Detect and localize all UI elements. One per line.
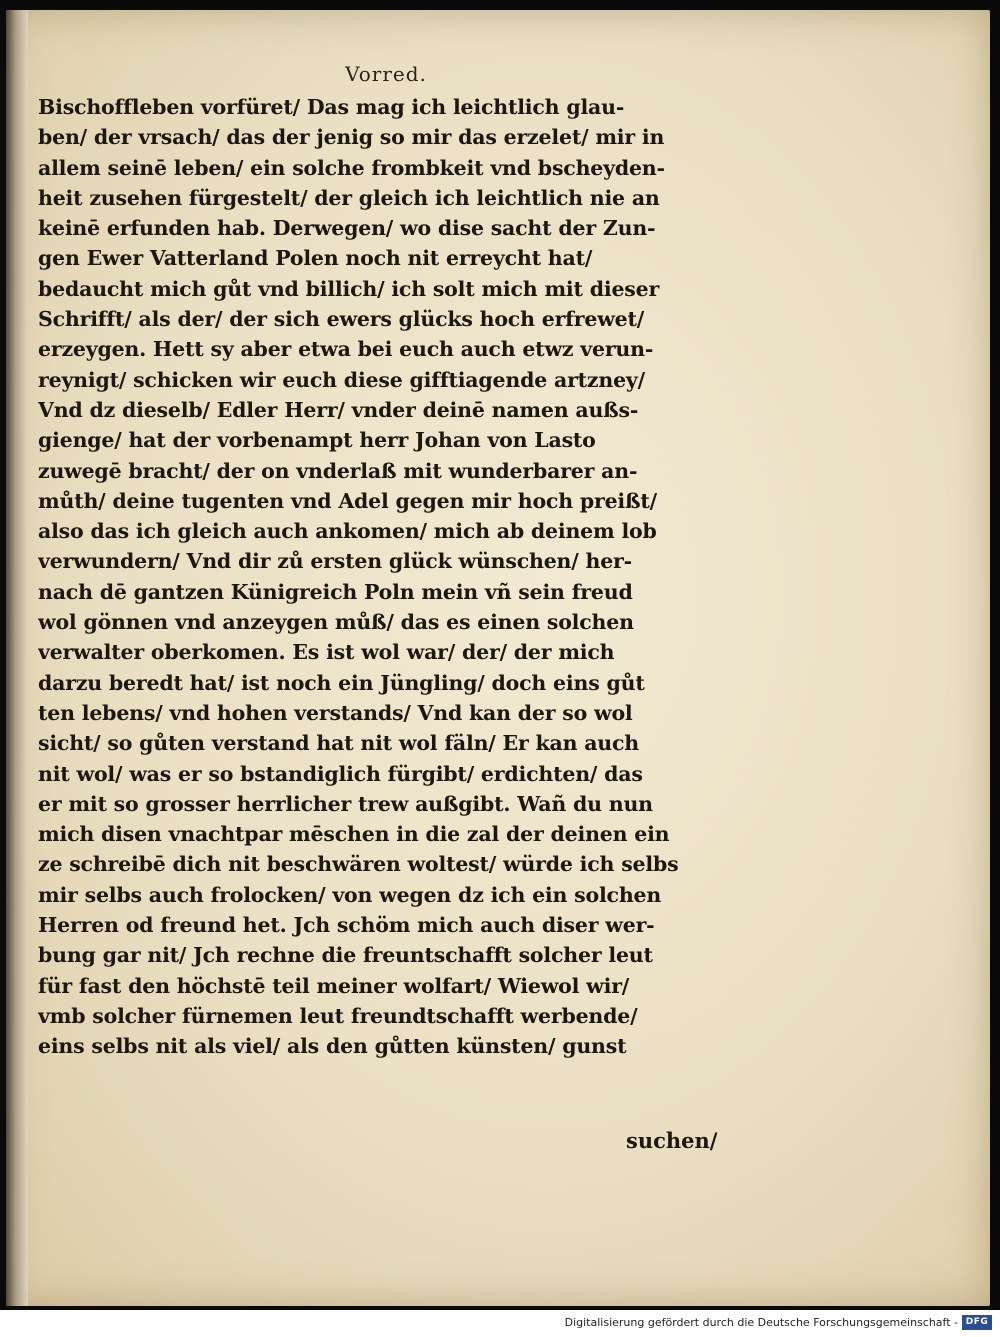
- text-line: für fast den höchstē teil meiner wolfart/ Wiewol wir/: [38, 973, 630, 998]
- text-line: Herren od freund het. Jch schöm mich auch diser wer-: [38, 913, 655, 938]
- text-line: bedaucht mich gůt vnd billich/ ich solt mich mit dieser: [38, 276, 660, 301]
- dfg-logo-icon: DFG: [962, 1315, 992, 1330]
- text-line: wol gönnen vnd anzeygen můß/ das es einen solchen: [38, 610, 634, 635]
- text-line: Schrifft/ als der/ der sich ewers glücks hoch erfrewet/: [38, 307, 645, 332]
- text-line: reynigt/ schicken wir euch diese gifftiagende artzney/: [38, 367, 645, 392]
- funding-credit: Digitalisierung gefördert durch die Deutsche Forschungsgemeinschaft -: [564, 1316, 958, 1329]
- text-line: gienge/ hat der vorbenampt herr Johan von Lasto: [38, 428, 596, 453]
- text-line: darzu beredt hat/ ist noch ein Jüngling/ doch eins gůt: [38, 670, 645, 695]
- text-line: er mit so grosser herrlicher trew außgibt. Wañ du nun: [38, 791, 653, 816]
- text-line: Bischoffleben vorfüret/ Das mag ich leichtlich glau-: [38, 95, 625, 119]
- text-line: allem seinē leben/ ein solche frombkeit vnd bscheyden-: [38, 155, 665, 180]
- text-line: verwundern/ Vnd dir zů ersten glück wünschen/ her-: [38, 549, 632, 574]
- text-block: [38, 92, 728, 1062]
- text-line: nach dē gantzen Künigreich Poln mein vñ sein freud: [38, 579, 633, 604]
- footer-bar: [0, 1310, 1000, 1337]
- text-line: zuwegē bracht/ der on vnderlaß mit wunderbarer an-: [38, 458, 638, 483]
- text-line: nit wol/ was er so bstandiglich fürgibt/ erdichten/ das: [38, 761, 643, 786]
- text-line: bung gar nit/ Jch rechne die freuntschafft solcher leut: [38, 943, 653, 968]
- text-line: verwalter oberkomen. Es ist wol war/ der/ der mich: [38, 640, 615, 665]
- text-line: gen Ewer Vatterland Polen noch nit erreycht hat/: [38, 246, 593, 271]
- text-line: Vnd dz dieselb/ Edler Herr/ vnder deinē namen außs-: [38, 397, 639, 422]
- text-line: sicht/ so gůten verstand hat nit wol fäln/ Er kan auch: [38, 731, 639, 756]
- text-line: můth/ deine tugenten vnd Adel gegen mir hoch preißt/: [38, 488, 657, 513]
- text-line: heit zusehen fürgestelt/ der gleich ich leichtlich nie an: [38, 185, 660, 210]
- book-page: [6, 10, 990, 1306]
- text-line: also das ich gleich auch ankomen/ mich ab deinem lob: [38, 519, 657, 544]
- text-line: ze schreibē dich nit beschwären woltest/ würde ich selbs: [38, 852, 679, 877]
- text-line: keinē erfunden hab. Derwegen/ wo dise sacht der Zun-: [38, 216, 656, 241]
- text-line: vmb solcher fürnemen leut freundtschafft werbende/: [38, 1003, 638, 1028]
- catchword: suchen/: [626, 1128, 718, 1153]
- text-line: mich disen vnachtpar mēschen in die zal der deinen ein: [38, 822, 670, 847]
- text-line: ten lebens/ vnd hohen verstands/ Vnd kan der so wol: [38, 700, 633, 725]
- text-line: mir selbs auch frolocken/ von wegen dz ich ein solchen: [38, 882, 662, 907]
- text-line: eins selbs nit als viel/ als den gůtten künsten/ gunst: [38, 1034, 627, 1059]
- text-line: erzeygen. Hett sy aber etwa bei euch auch etwz verun-: [38, 337, 654, 362]
- text-line: ben/ der vrsach/ das der jenig so mir das erzelet/ mir in: [38, 125, 665, 150]
- running-head: Vorred.: [345, 62, 427, 86]
